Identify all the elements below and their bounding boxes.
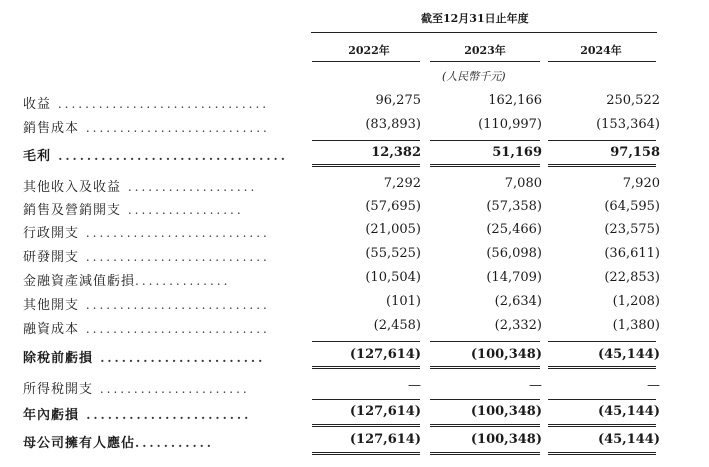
value-2022: (127,614) [349,432,421,447]
value-2022: (21,005) [365,222,421,237]
value-2024: (23,575) [604,222,660,237]
subtotal-rule [430,140,540,141]
total-double-rule [430,452,540,455]
total-double-rule [312,366,420,369]
row-label: 收益 ............................... [23,97,270,112]
leader-dots: ....................... [79,408,252,422]
value-2023: 51,169 [492,145,542,160]
leader-dots: ....................... [93,351,266,365]
value-2022: — [408,378,421,393]
value-2023: 162,166 [488,93,542,108]
row-attributable-to-owners [0,432,709,454]
leader-dots: ................................ [51,149,288,163]
leader-dots: ................... [121,180,258,194]
leader-dots: ........................... [79,121,270,135]
row-label: 毛利 ................................ [23,149,288,164]
value-2023: 7,080 [504,176,542,191]
period-header: 截至12月31日止年度 [421,12,529,25]
value-2024: (45,144) [597,404,660,419]
value-2023: (100,348) [470,404,542,419]
subtotal-rule [430,341,540,342]
year-rule-2023 [430,61,540,62]
subtotal-rule [430,399,540,400]
total-double-rule [430,424,540,427]
subtotal-rule [548,140,656,141]
total-double-rule [430,366,540,369]
value-2023: (100,348) [470,347,542,362]
leader-dots: ............................... [51,97,270,111]
value-2024: 7,920 [622,176,660,191]
year-rule-2024 [548,61,656,62]
value-2024: (36,611) [604,246,660,261]
row-admin-expenses [0,222,709,244]
value-2023: (2,332) [494,318,542,333]
leader-dots: ...................... [93,382,250,396]
leader-dots: ........................... [79,226,270,240]
row-label: 其他收入及收益 ................... [23,180,258,195]
value-2024: 97,158 [610,145,660,160]
value-2024: (22,853) [604,270,660,285]
leader-dots: ........................... [79,250,270,264]
value-2022: (127,614) [349,347,421,362]
value-2024: (1,380) [612,318,660,333]
row-selling-expenses [0,199,709,221]
row-other-expenses [0,294,709,316]
row-label: 金融資產減值虧損.............. [23,274,231,289]
value-2024: (153,364) [596,117,660,132]
leader-dots: ........................... [79,322,270,336]
row-label: 融資成本 ........................... [23,322,270,337]
value-2023: (57,358) [486,199,542,214]
value-2023: (25,466) [486,222,542,237]
value-2022: (83,893) [365,117,421,132]
leader-dots: ................. [121,203,244,217]
value-2023: (14,709) [486,270,542,285]
value-2022: (2,458) [373,318,421,333]
leader-dots: ........... [135,436,214,450]
value-2022: 12,382 [371,145,421,160]
value-2022: (127,614) [349,404,421,419]
subtotal-rule [548,341,656,342]
leader-dots: .............. [135,274,231,288]
value-2023: (100,348) [470,432,542,447]
row-label: 其他開支 ........................... [23,298,270,313]
value-2024: (1,208) [612,294,660,309]
row-label: 行政開支 ........................... [23,226,270,241]
value-2023: (110,997) [478,117,542,132]
row-other-income [0,176,709,198]
year-2023-header: 2023年 [464,44,506,57]
total-double-rule [548,424,656,427]
period-rule [311,32,657,33]
value-2024: 250,522 [606,93,660,108]
leader-dots: ........................... [79,298,270,312]
total-double-rule [312,424,420,427]
row-impairment [0,270,709,292]
total-double-rule [312,164,420,167]
row-label: 所得稅開支 ...................... [23,382,250,397]
total-double-rule [548,452,656,455]
total-double-rule [312,452,420,455]
row-label: 研發開支 ........................... [23,250,270,265]
value-2022: (10,504) [365,270,421,285]
total-double-rule [430,164,540,167]
value-2023: (56,098) [486,246,542,261]
value-2024: — [647,378,660,393]
subtotal-rule [312,341,420,342]
row-cost-of-sales [0,117,709,139]
value-2022: 96,275 [375,93,421,108]
row-label: 除稅前虧損 ....................... [23,351,266,366]
value-2024: (45,144) [597,347,660,362]
value-2023: — [529,378,542,393]
row-income-tax [0,378,709,400]
row-loss-for-year [0,404,709,426]
value-2022: 7,292 [383,176,421,191]
value-2022: (55,525) [365,246,421,261]
subtotal-rule [312,140,420,141]
total-double-rule [548,164,656,167]
total-double-rule [548,366,656,369]
row-label: 母公司擁有人應佔........... [23,436,214,451]
value-2022: (101) [386,294,421,309]
year-2022-header: 2022年 [348,44,390,57]
value-2022: (57,695) [365,199,421,214]
row-label: 年內虧損 ....................... [23,408,252,423]
year-rule-2022 [312,61,420,62]
subtotal-rule [548,399,656,400]
year-2024-header: 2024年 [580,44,622,57]
currency-unit: (人民幣千元) [442,70,506,83]
row-label: 銷售成本 ........................... [23,121,270,136]
row-rd-expenses [0,246,709,268]
value-2024: (45,144) [597,432,660,447]
row-revenue [0,93,709,115]
row-finance-costs [0,318,709,340]
row-label: 銷售及營銷開支 ................. [23,203,244,218]
value-2024: (64,595) [604,199,660,214]
value-2023: (2,634) [494,294,542,309]
subtotal-rule [312,399,420,400]
